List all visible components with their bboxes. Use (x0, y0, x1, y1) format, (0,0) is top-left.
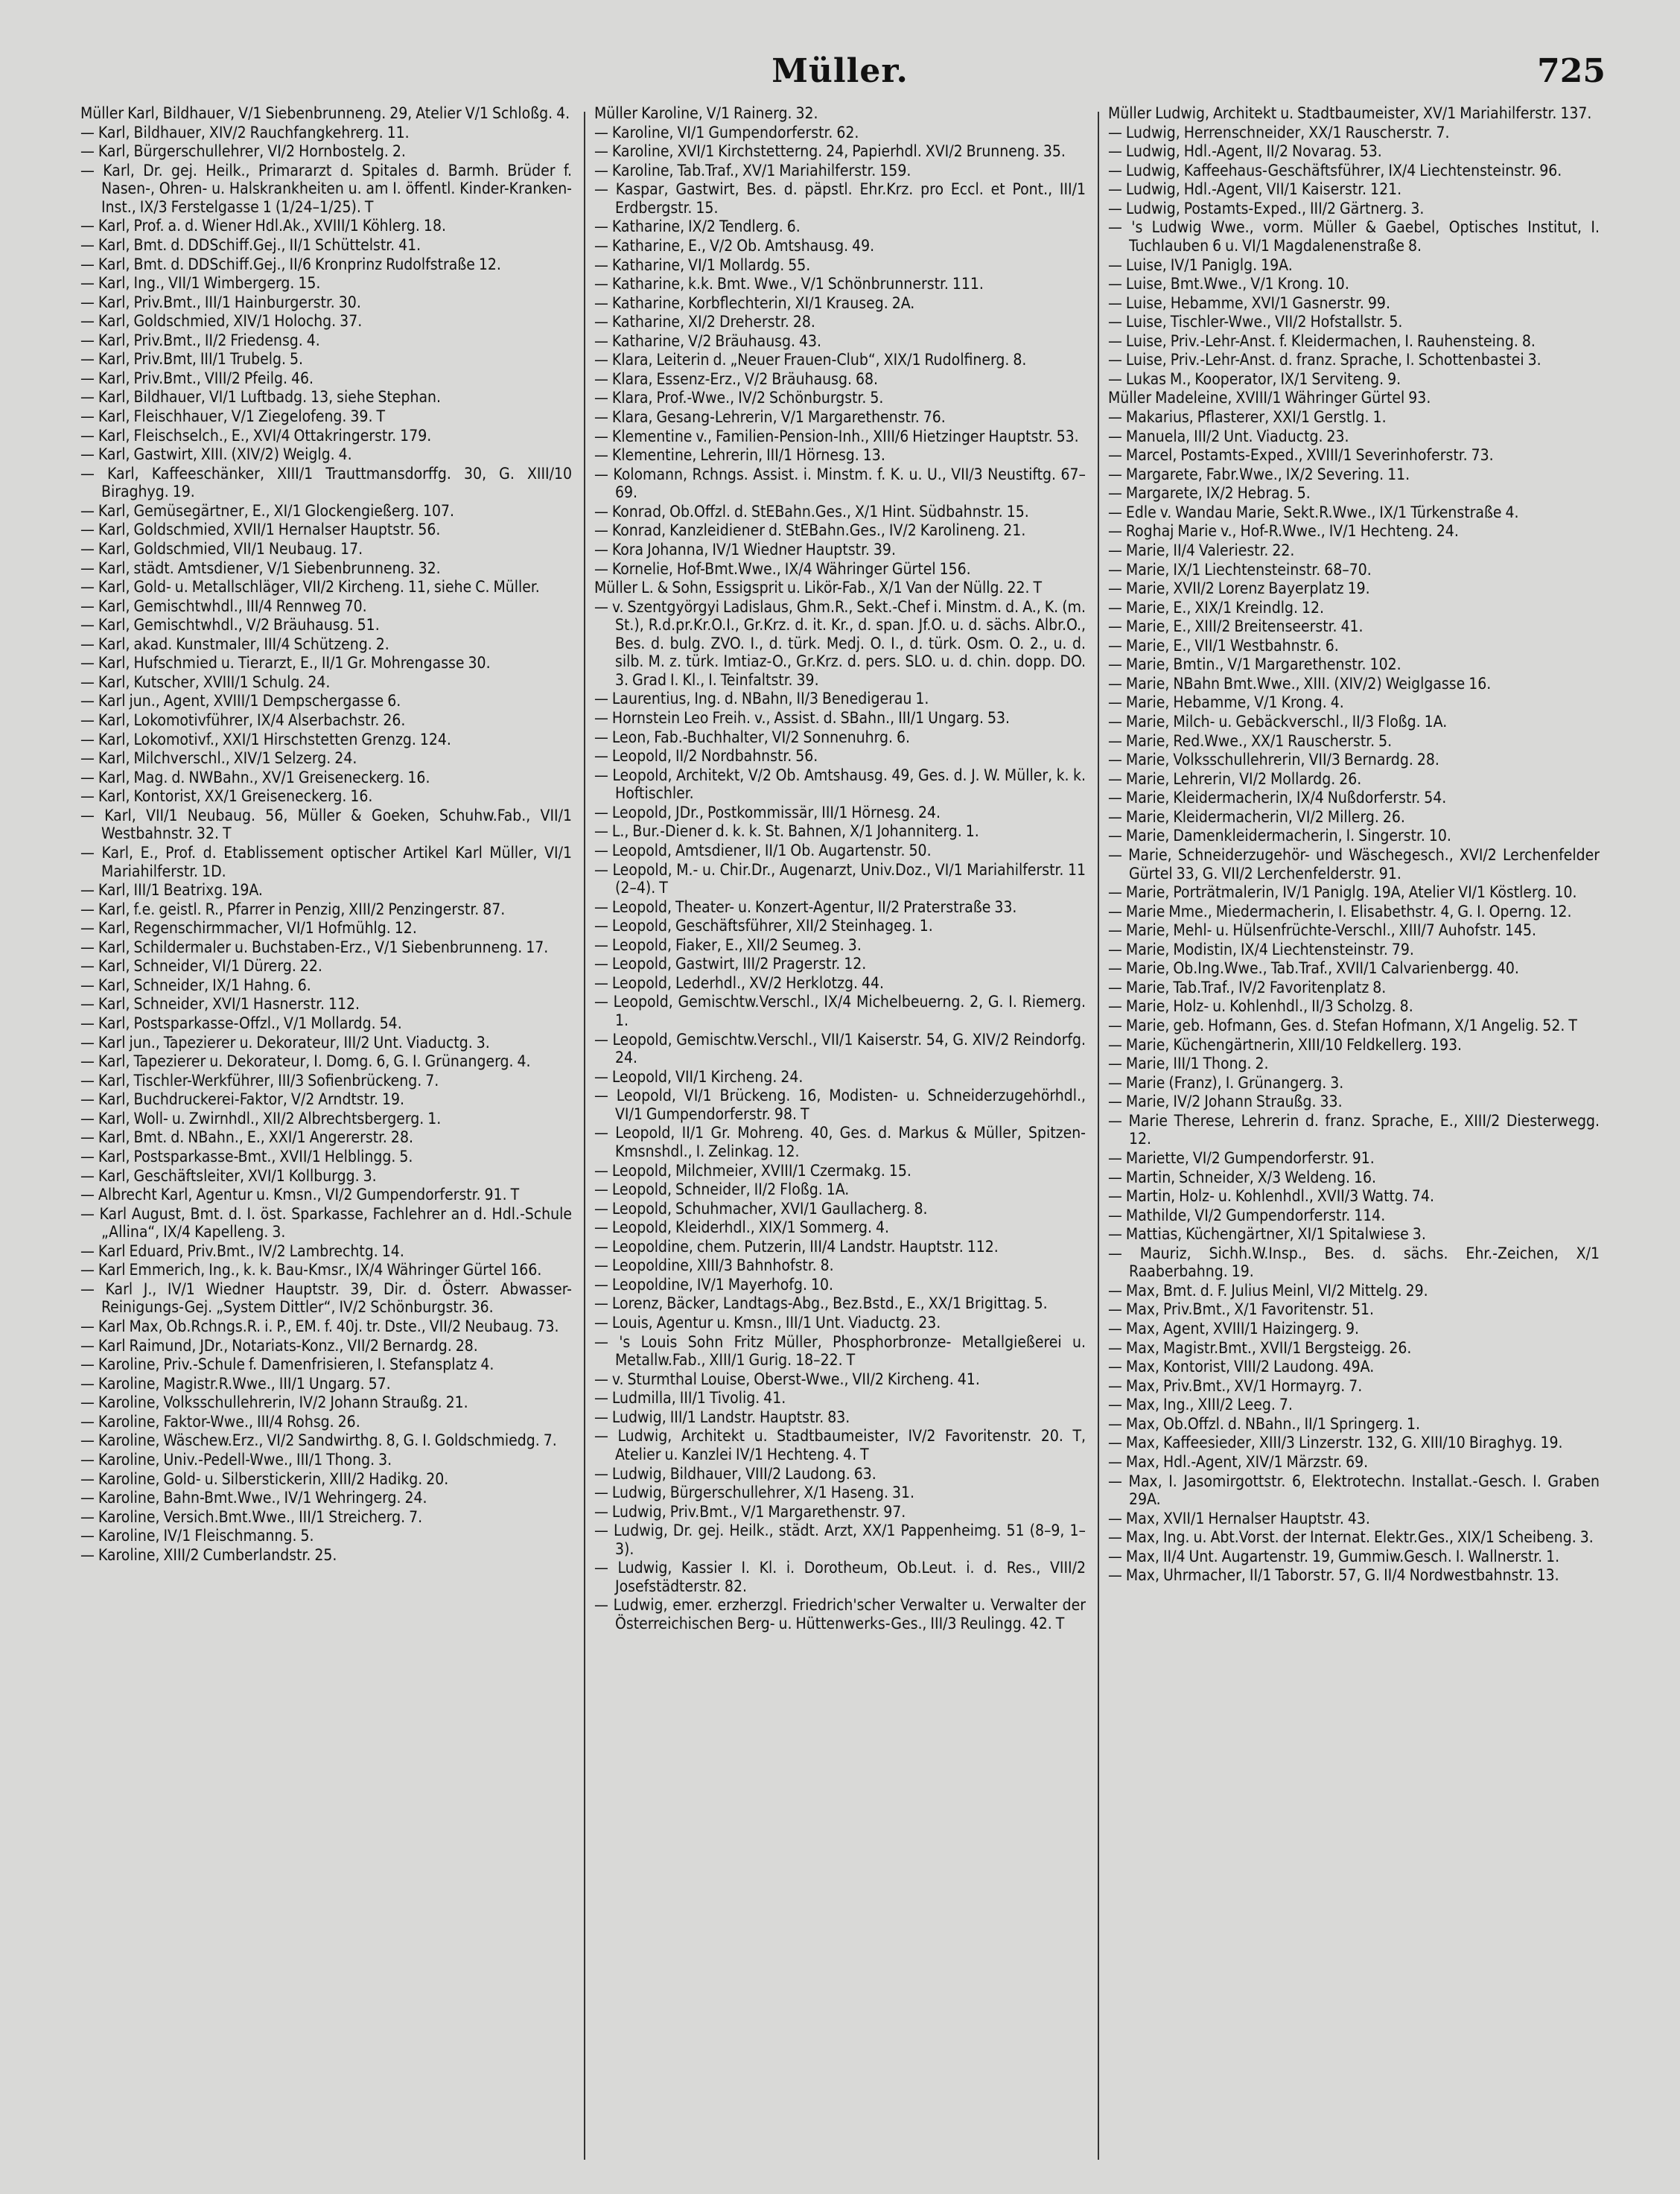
directory-entry: Müller Karl, Bildhauer, V/1 Siebenbrunneng. 29, Atelier V/1 Schloßg. 4. (80, 104, 570, 122)
directory-entry: — Leopold, II/1 Gr. Mohreng. 40, Ges. d. Markus & Müller, Spitzen-Kmsnshdl., I. Zelinkag. 12. (594, 1124, 1086, 1160)
directory-entry: — Leopold, JDr., Postkommissär, III/1 Hörnesg. 24. (594, 803, 941, 821)
page-header (0, 52, 1680, 97)
directory-entry: — Karl, Goldschmied, XIV/1 Holochg. 37. (80, 312, 363, 331)
directory-entry: — Hornstein Leo Freih. v., Assist. d. SBahn., III/1 Ungarg. 53. (594, 709, 1010, 727)
directory-entry: — Leopold, VII/1 Kircheng. 24. (594, 1067, 804, 1086)
directory-entry: — Marie, E., XIX/1 Kreindlg. 12. (1108, 598, 1324, 617)
column-divider (584, 112, 585, 2160)
directory-entry: — Marcel, Postamts-Exped., XVIII/1 Severinhoferstr. 73. (1108, 446, 1494, 465)
directory-entry: — Max, Priv.Bmt., X/1 Favoritenstr. 51. (1108, 1300, 1375, 1319)
directory-entry: — Margarete, Fabr.Wwe., IX/2 Severing. 11. (1108, 465, 1410, 483)
column-divider (1098, 112, 1099, 2160)
directory-entry: — Marie, NBahn Bmt.Wwe., XIII. (XIV/2) Weiglgasse 16. (1108, 674, 1492, 693)
column-1 (80, 104, 572, 2175)
directory-entry: — Karl, Goldschmied, VII/1 Neubaug. 17. (80, 539, 363, 558)
directory-entry: — Margarete, IX/2 Hebrag. 5. (1108, 484, 1311, 503)
directory-entry: — Mauriz, Sichh.W.Insp., Bes. d. sächs. Ehr.-Zeichen, X/1 Raaberbahng. 19. (1108, 1244, 1600, 1281)
directory-entry: — Marie, Porträtmalerin, IV/1 Paniglg. 19A, Atelier VI/1 Köstlerg. 10. (1108, 883, 1577, 902)
directory-entry: — Albrecht Karl, Agentur u. Kmsn., VI/2 Gumpendorferstr. 91. T (80, 1186, 520, 1204)
directory-entry: — Martin, Holz- u. Kohlenhdl., XVII/3 Wattg. 74. (1108, 1187, 1434, 1206)
directory-entry: — Karoline, XIII/2 Cumberlandstr. 25. (80, 1545, 337, 1564)
column-2 (594, 104, 1086, 2175)
directory-entry: — Karl, Priv.Bmt., VIII/2 Pfeilg. 46. (80, 369, 314, 387)
directory-entry: — Leopold, Geschäftsführer, XII/2 Steinhageg. 1. (594, 917, 933, 935)
directory-entry: — Katharine, VI/1 Mollardg. 55. (594, 255, 811, 274)
directory-entry: — Karoline, Magistr.R.Wwe., III/1 Ungarg. 57. (80, 1374, 391, 1393)
directory-entry: — Karoline, IV/1 Fleischmanng. 5. (80, 1527, 314, 1545)
directory-entry: — Karoline, Versich.Bmt.Wwe., III/1 Streicherg. 7. (80, 1507, 423, 1526)
directory-entry: — Max, Ing. u. Abt.Vorst. der Internat. Elektr.Ges., XIX/1 Scheibeng. 3. (1108, 1528, 1594, 1547)
directory-entry: — Kaspar, Gastwirt, Bes. d. päpstl. Ehr.Krz. pro Eccl. et Pont., III/1 Erdbergstr. 15. (594, 180, 1086, 217)
directory-entry: — Marie, Red.Wwe., XX/1 Rauscherstr. 5. (1108, 731, 1393, 750)
directory-entry: — Karl, Priv.Bmt., III/1 Hainburgerstr. 30. (80, 293, 361, 311)
directory-entry: — Lukas M., Kooperator, IX/1 Serviteng. 9. (1108, 369, 1401, 388)
directory-entry: — Marie, Kleidermacherin, IX/4 Nußdorferstr. 54. (1108, 789, 1447, 807)
directory-entry: — Karl, Kontorist, XX/1 Greiseneckerg. 16. (80, 787, 373, 806)
directory-entry: — Ludwig, Bürgerschullehrer, X/1 Haseng. 31. (594, 1484, 915, 1502)
directory-entry: — Marie, Lehrerin, VI/2 Mollardg. 26. (1108, 769, 1362, 788)
directory-entry: — Karl, Dr. gej. Heilk., Primararzt d. Spitales d. Barmh. Brüder f. Nasen-, Ohren- u. Halskrankheiten u. am I. öffentl. Kinder-Kranken-Inst., IX/3 Ferstelgasse 1 (1/24–1/25). T (80, 161, 572, 216)
directory-entry: — Leopold, Schuhmacher, XVI/1 Gaullacherg. 8. (594, 1199, 928, 1218)
directory-entry: — Kolomann, Rchngs. Assist. i. Minstm. f. K. u. U., VII/3 Neustiftg. 67–69. (594, 465, 1086, 502)
directory-entry: — Max, Agent, XVIII/1 Haizingerg. 9. (1108, 1320, 1360, 1338)
page-title: Müller. (771, 52, 909, 90)
directory-entry: — Roghaj Marie v., Hof-R.Wwe., IV/1 Hechteng. 24. (1108, 522, 1459, 541)
directory-entry: — Leopold, VI/1 Brückeng. 16, Modisten- u. Schneiderzugehörhdl., VI/1 Gumpendorferstr. 98. T (594, 1087, 1086, 1123)
directory-entry: — Karl, Gemüsegärtner, E., XI/1 Glockengießerg. 107. (80, 501, 455, 520)
directory-entry: — 's Louis Sohn Fritz Müller, Phosphorbronze- Metallgießerei u. Metallw.Fab., XIII/1 Gurig. 18–22. T (594, 1332, 1086, 1370)
directory-entry: — Karl, Bmt. d. NBahn., E., XXI/1 Angererstr. 28. (80, 1128, 413, 1147)
directory-entry: — Leopold, Gastwirt, III/2 Pragerstr. 12. (594, 955, 867, 973)
directory-entry: — Karl Raimund, JDr., Notariats-Konz., VII/2 Bernardg. 28. (80, 1336, 478, 1355)
directory-entry: — Karl, Bildhauer, VI/1 Luftbadg. 13, siehe Stephan. (80, 388, 442, 407)
directory-entry: — Ludmilla, III/1 Tivolig. 41. (594, 1389, 786, 1408)
directory-entry: — Max, Bmt. d. F. Julius Meinl, VI/2 Mittelg. 29. (1108, 1281, 1428, 1300)
directory-entry: — Katharine, V/2 Bräuhausg. 43. (594, 331, 822, 350)
directory-entry: — Marie, III/1 Thong. 2. (1108, 1055, 1269, 1073)
directory-entry: — Marie, Milch- u. Gebäckverschl., II/3 Floßg. 1A. (1108, 713, 1448, 731)
directory-entry: — Marie, Damenkleidermacherin, I. Singerstr. 10. (1108, 827, 1451, 845)
directory-entry: — Marie, Tab.Traf., IV/2 Favoritenplatz 8. (1108, 978, 1387, 996)
directory-entry: — Karl, Kaffeeschänker, XIII/1 Trauttmansdorffg. 30, G. XIII/10 Biraghyg. 19. (80, 464, 572, 501)
directory-entry: — Max, Kontorist, VIII/2 Laudong. 49A. (1108, 1358, 1375, 1376)
directory-entry: — Marie Therese, Lehrerin d. franz. Sprache, E., XIII/2 Diesterwegg. 12. (1108, 1111, 1600, 1148)
directory-entry: — Max, Kaffeesieder, XIII/3 Linzerstr. 132, G. XIII/10 Biraghyg. 19. (1108, 1434, 1563, 1452)
directory-entry: — Karl, Bürgerschullehrer, VI/2 Hornbostelg. 2. (80, 142, 406, 161)
directory-columns (80, 104, 1600, 2175)
directory-entry: — Leon, Fab.-Buchhalter, VI/2 Sonnenuhrg. 6. (594, 728, 911, 746)
directory-entry: — Karoline, Gold- u. Silberstickerin, XIII/2 Hadikg. 20. (80, 1469, 449, 1488)
directory-entry: Müller Madeleine, XVIII/1 Währinger Gürtel 93. (1108, 389, 1431, 407)
directory-entry: — Karl, Postsparkasse-Offzl., V/1 Mollardg. 54. (80, 1014, 402, 1032)
directory-entry: — Marie, Holz- u. Kohlenhdl., II/3 Scholzg. 8. (1108, 997, 1413, 1016)
directory-entry: — v. Szentgyörgyi Ladislaus, Ghm.R., Sekt.-Chef i. Minstm. d. A., K. (m. St.), R.d.pr.Kr.O.I., Gr.Krz. d. it. Kr., d. span. Jf.O. u. d. sächs. Albr.O., Bes. d. bulg. ZVO. I., d. türk. Medj. O. I., d. türk. Osm. O. 2., u. d. silb. M. z. türk. Imtiaz-O., Gr.Krz. d. pers. SLO. u. d. chin. dopp. DO. 3. Grad I. Kl., I. Teinfaltstr. 39. (594, 597, 1086, 689)
directory-entry: — Karl, Fleischhauer, V/1 Ziegelofeng. 39. T (80, 407, 385, 425)
directory-entry: — Karl, III/1 Beatrixg. 19A. (80, 881, 263, 900)
directory-entry: — Kora Johanna, IV/1 Wiedner Hauptstr. 39. (594, 540, 896, 559)
directory-entry: — Marie, Ob.Ing.Wwe., Tab.Traf., XVII/1 Calvarienbergg. 40. (1108, 959, 1519, 978)
directory-entry: — Leopoldine, XIII/3 Bahnhofstr. 8. (594, 1256, 834, 1275)
directory-entry: — Karl, Milchverschl., XIV/1 Selzerg. 24. (80, 749, 357, 768)
directory-entry: — Marie, II/4 Valeriestr. 22. (1108, 541, 1295, 559)
directory-entry: — Karl, Postsparkasse-Bmt., XVII/1 Helblingg. 5. (80, 1147, 413, 1166)
directory-entry: — Konrad, Kanzleidiener d. StEBahn.Ges., IV/2 Karolineng. 21. (594, 521, 1026, 540)
directory-entry: — Marie, Volksschullehrerin, VII/3 Bernardg. 28. (1108, 751, 1439, 769)
directory-entry: — Karl, Schneider, VI/1 Dürerg. 22. (80, 957, 322, 976)
directory-entry: — Katharine, Korbflechterin, XI/1 Krauseg. 2A. (594, 293, 915, 312)
directory-entry: — Lorenz, Bäcker, Landtags-Abg., Bez.Bstd., E., XX/1 Brigittag. 5. (594, 1294, 1048, 1313)
page-number: 725 (1537, 52, 1606, 90)
directory-entry: Müller Ludwig, Architekt u. Stadtbaumeister, XV/1 Mariahilferstr. 137. (1108, 104, 1592, 122)
directory-entry: — Max, XVII/1 Hernalser Hauptstr. 43. (1108, 1509, 1370, 1527)
directory-entry: — Luise, Hebamme, XVI/1 Gasnerstr. 99. (1108, 293, 1390, 312)
directory-entry: — Karl, Tapezierer u. Dekorateur, I. Domg. 6, G. I. Grünangerg. 4. (80, 1052, 531, 1071)
directory-entry: — Karoline, VI/1 Gumpendorferstr. 62. (594, 123, 859, 142)
directory-entry: — Karl, Buchdruckerei-Faktor, V/2 Arndtstr. 19. (80, 1090, 405, 1109)
directory-entry: — Karl jun., Tapezierer u. Dekorateur, III/2 Unt. Viaductg. 3. (80, 1033, 490, 1052)
directory-entry: — Luise, Priv.-Lehr-Anst. f. Kleidermachen, I. Rauhensteing. 8. (1108, 331, 1536, 350)
directory-entry: — Konrad, Ob.Offzl. d. StEBahn.Ges., X/1 Hint. Südbahnstr. 15. (594, 502, 1029, 521)
directory-entry: — Karl, Mag. d. NWBahn., XV/1 Greiseneckerg. 16. (80, 768, 430, 786)
directory-entry: — Leopold, Milchmeier, XVIII/1 Czermakg. 15. (594, 1161, 911, 1180)
directory-entry: — Ludwig, Bildhauer, VIII/2 Laudong. 63. (594, 1464, 876, 1483)
directory-entry: — Karl, Schneider, XVI/1 Hasnerstr. 112. (80, 995, 360, 1014)
directory-entry: — Karl, Goldschmied, XVII/1 Hernalser Hauptstr. 56. (80, 521, 441, 539)
directory-entry: — Marie, E., XIII/2 Breitenseerstr. 41. (1108, 617, 1364, 636)
directory-entry: — Marie, Kleidermacherin, VI/2 Millerg. 26. (1108, 807, 1405, 826)
directory-entry: — Karl, städt. Amtsdiener, V/1 Siebenbrunneng. 32. (80, 559, 441, 577)
directory-entry: — Karoline, Priv.-Schule f. Damenfrisieren, I. Stefansplatz 4. (80, 1355, 494, 1374)
directory-entry: — Karl, Gemischtwhdl., III/4 Rennweg 70. (80, 597, 367, 615)
directory-entry: — Katharine, k.k. Bmt. Wwe., V/1 Schönbrunnerstr. 111. (594, 275, 984, 293)
directory-entry: — Leopold, II/2 Nordbahnstr. 56. (594, 747, 818, 766)
directory-entry: — Luise, IV/1 Paniglg. 19A. (1108, 255, 1293, 274)
directory-entry: — Edle v. Wandau Marie, Sekt.R.Wwe., IX/1 Türkenstraße 4. (1108, 503, 1519, 521)
directory-entry: — Karl, E., Prof. d. Etablissement optischer Artikel Karl Müller, VI/1 Mariahilferstr. 1D. (80, 843, 572, 880)
directory-entry: — Leopold, Gemischtw.Verschl., IX/4 Michelbeuerng. 2, G. I. Riemerg. 1. (594, 993, 1086, 1029)
directory-entry: — Ludwig, Priv.Bmt., V/1 Margarethenstr. 97. (594, 1502, 906, 1521)
directory-entry: — Max, Hdl.-Agent, XIV/1 Märzstr. 69. (1108, 1452, 1369, 1471)
directory-entry: — Marie, E., VII/1 Westbahnstr. 6. (1108, 636, 1339, 655)
directory-entry: — Ludwig, Hdl.-Agent, II/2 Novarag. 53. (1108, 142, 1382, 161)
directory-entry: — Karoline, XVI/1 Kirchstetterng. 24, Papierhdl. XVI/2 Brunneng. 35. (594, 142, 1066, 161)
directory-entry: — Louis, Agentur u. Kmsn., III/1 Unt. Viaductg. 23. (594, 1314, 941, 1332)
directory-entry: — Marie, IX/1 Liechtensteinstr. 68–70. (1108, 560, 1372, 579)
directory-entry: — Karl J., IV/1 Wiedner Hauptstr. 39, Dir. d. Österr. Abwasser-Reinigungs-Gej. „System Dittler“, IV/2 Schönburgstr. 36. (80, 1279, 572, 1317)
directory-entry: — Karl, Gold- u. Metallschläger, VII/2 Kircheng. 11, siehe C. Müller. (80, 578, 540, 597)
directory-entry: — Ludwig, Kaffeehaus-Geschäftsführer, IX/4 Liechtensteinstr. 96. (1108, 161, 1562, 179)
directory-entry: — Klementine, Lehrerin, III/1 Hörnesg. 13. (594, 446, 885, 465)
directory-entry: — Karl August, Bmt. d. I. öst. Sparkasse, Fachlehrer an d. Hdl.-Schule „Allina“, IX/4 Kapelleng. 3. (80, 1204, 572, 1241)
directory-entry: — Leopold, Theater- u. Konzert-Agentur, II/2 Praterstraße 33. (594, 897, 1017, 916)
directory-entry: — Karl, Tischler-Werkführer, III/3 Sofienbrückeng. 7. (80, 1071, 439, 1090)
directory-entry: — Karl, Woll- u. Zwirnhdl., XII/2 Albrechtsbergerg. 1. (80, 1109, 442, 1128)
directory-entry: — Klara, Gesang-Lehrerin, V/1 Margarethenstr. 76. (594, 408, 946, 426)
directory-entry: — Karoline, Volksschullehrerin, IV/2 Johann Straußg. 21. (80, 1393, 468, 1412)
directory-entry: — Karl, Prof. a. d. Wiener Hdl.Ak., XVIII/1 Köhlerg. 18. (80, 217, 446, 235)
directory-entry: — Laurentius, Ing. d. NBahn, II/3 Benedigerau 1. (594, 690, 929, 708)
directory-entry: — Karl, Hufschmied u. Tierarzt, E., II/1 Gr. Mohrengasse 30. (80, 654, 491, 672)
directory-entry: — Marie, Hebamme, V/1 Krong. 4. (1108, 693, 1344, 712)
directory-entry: — Karoline, Faktor-Wwe., III/4 Rohsg. 26. (80, 1412, 360, 1431)
directory-entry: — Karl Emmerich, Ing., k. k. Bau-Kmsr., IX/4 Währinger Gürtel 166. (80, 1261, 542, 1279)
directory-entry: — Karl jun., Agent, XVIII/1 Dempschergasse 6. (80, 692, 401, 710)
directory-entry: — Karl, Bmt. d. DDSchiff.Gej., II/6 Kronprinz Rudolfstraße 12. (80, 255, 501, 273)
directory-entry: — Max, Uhrmacher, II/1 Taborstr. 57, G. II/4 Nordwestbahnstr. 13. (1108, 1566, 1559, 1585)
directory-entry: — Leopold, Kleiderhdl., XIX/1 Sommerg. 4. (594, 1218, 890, 1237)
directory-entry: — Ludwig, III/1 Landstr. Hauptstr. 83. (594, 1408, 850, 1426)
directory-entry: — Karl Max, Ob.Rchngs.R. i. P., EM. f. 40j. tr. Dste., VII/2 Neubaug. 73. (80, 1317, 559, 1335)
directory-entry: — Ludwig, emer. erzherzgl. Friedrich'scher Verwalter u. Verwalter der Österreichischen Berg- u. Hüttenwerks-Ges., III/3 Reulingg. 42. T (594, 1596, 1086, 1632)
directory-entry: — Leopoldine, IV/1 Mayerhofg. 10. (594, 1275, 834, 1294)
directory-entry: — Leopold, Schneider, II/2 Floßg. 1A. (594, 1180, 850, 1199)
directory-entry: — Karoline, Tab.Traf., XV/1 Mariahilferstr. 159. (594, 161, 911, 179)
directory-entry: — v. Sturmthal Louise, Oberst-Wwe., VII/2 Kircheng. 41. (594, 1370, 980, 1388)
directory-entry: — Karoline, Wäschew.Erz., VI/2 Sandwirthg. 8, G. I. Goldschmiedg. 7. (80, 1431, 557, 1450)
directory-entry: — Mathilde, VI/2 Gumpendorferstr. 114. (1108, 1206, 1386, 1224)
directory-entry: — Max, I. Jasomirgottstr. 6, Elektrotechn. Installat.-Gesch. I. Graben 29A. (1108, 1472, 1600, 1509)
directory-entry: — Karoline, Univ.-Pedell-Wwe., III/1 Thong. 3. (80, 1450, 392, 1469)
directory-entry: — Karl Eduard, Priv.Bmt., IV/2 Lambrechtg. 14. (80, 1241, 404, 1260)
directory-entry: — Karl, Bildhauer, XIV/2 Rauchfangkehrerg. 11. (80, 123, 410, 142)
directory-entry: — Karl, akad. Kunstmaler, III/4 Schützeng. 2. (80, 635, 389, 653)
directory-entry: — Katharine, E., V/2 Ob. Amtshausg. 49. (594, 236, 875, 255)
directory-entry: — Max, Ob.Offzl. d. NBahn., II/1 Springerg. 1. (1108, 1414, 1420, 1433)
directory-entry: — Ludwig, Dr. gej. Heilk., städt. Arzt, XX/1 Pappenheimg. 51 (8–9, 1–3). (594, 1522, 1086, 1558)
directory-entry: — Karl, Priv.Bmt, III/1 Trubelg. 5. (80, 350, 304, 369)
directory-entry: — Kornelie, Hof-Bmt.Wwe., IX/4 Währinger Gürtel 156. (594, 559, 971, 578)
directory-entry: — Marie, Mehl- u. Hülsenfrüchte-Verschl., XIII/7 Auhofstr. 145. (1108, 921, 1536, 940)
directory-entry: — Marie, IV/2 Johann Straußg. 33. (1108, 1093, 1343, 1111)
directory-entry: — Leopold, Gemischtw.Verschl., VII/1 Kaiserstr. 54, G. XIV/2 Reindorfg. 24. (594, 1030, 1086, 1067)
directory-entry: — Max, Magistr.Bmt., XVII/1 Bergsteigg. 26. (1108, 1338, 1412, 1357)
directory-entry: — Katharine, XI/2 Dreherstr. 28. (594, 313, 815, 331)
directory-entry: — Karl, Fleischselch., E., XVI/4 Ottakringerstr. 179. (80, 426, 432, 445)
directory-entry: — Manuela, III/2 Unt. Viaductg. 23. (1108, 427, 1349, 445)
directory-entry: — Marie (Franz), I. Grünangerg. 3. (1108, 1073, 1344, 1092)
directory-entry: — Marie, Modistin, IX/4 Liechtensteinstr. 79. (1108, 940, 1414, 958)
directory-entry: — Leopoldine, chem. Putzerin, III/4 Landstr. Hauptstr. 112. (594, 1237, 999, 1256)
directory-entry: — Klementine v., Familien-Pension-Inh., XIII/6 Hietzinger Hauptstr. 53. (594, 427, 1079, 445)
directory-entry: — Marie, Bmtin., V/1 Margarethenstr. 102. (1108, 655, 1401, 674)
directory-entry: — Max, II/4 Unt. Augartenstr. 19, Gummiw.Gesch. I. Wallnerstr. 1. (1108, 1547, 1560, 1565)
directory-entry: — Mariette, VI/2 Gumpendorferstr. 91. (1108, 1148, 1375, 1167)
directory-entry: — Katharine, IX/2 Tendlerg. 6. (594, 217, 801, 236)
directory-entry: — Leopold, Architekt, V/2 Ob. Amtshausg. 49, Ges. d. J. W. Müller, k. k. Hoftischler. (594, 766, 1086, 803)
directory-entry: — Ludwig, Hdl.-Agent, VII/1 Kaiserstr. 121. (1108, 180, 1402, 199)
directory-entry: — Karl, Gemischtwhdl., V/2 Bräuhausg. 51. (80, 616, 380, 635)
directory-entry: — Max, Ing., XIII/2 Leeg. 7. (1108, 1396, 1293, 1414)
directory-entry: — Luise, Tischler-Wwe., VII/2 Hofstallstr. 5. (1108, 313, 1403, 331)
directory-entry: — Marie, geb. Hofmann, Ges. d. Stefan Hofmann, X/1 Angelig. 52. T (1108, 1017, 1577, 1034)
directory-entry: — Karl, f.e. geistl. R., Pfarrer in Penzig, XIII/2 Penzingerstr. 87. (80, 900, 506, 918)
directory-entry: Müller L. & Sohn, Essigsprit u. Likör-Fab., X/1 Van der Nüllg. 22. T (594, 579, 1043, 597)
directory-entry: — Luise, Priv.-Lehr-Anst. d. franz. Sprache, I. Schottenbastei 3. (1108, 351, 1541, 369)
directory-entry: — Klara, Essenz-Erz., V/2 Bräuhausg. 68. (594, 369, 878, 388)
directory-entry: — Marie, XVII/2 Lorenz Bayerplatz 19. (1108, 579, 1370, 598)
directory-entry: — Karl, Regenschirmmacher, VI/1 Hofmühlg. 12. (80, 919, 417, 938)
directory-entry: — Marie, Küchengärtnerin, XIII/10 Feldkellerg. 193. (1108, 1035, 1463, 1054)
directory-entry: — Klara, Prof.-Wwe., IV/2 Schönburgstr. 5. (594, 389, 884, 407)
directory-entry: — Karl, VII/1 Neubaug. 56, Müller & Goeken, Schuhw.Fab., VII/1 Westbahnstr. 32. T (80, 806, 572, 843)
column-3 (1108, 104, 1600, 2175)
directory-entry: — Leopold, M.- u. Chir.Dr., Augenarzt, Univ.Doz., VI/1 Mariahilferstr. 11 (2–4). T (594, 860, 1086, 897)
directory-entry: — Makarius, Pflasterer, XXI/1 Gerstlg. 1. (1108, 408, 1387, 426)
directory-entry: — Martin, Schneider, X/3 Weldeng. 16. (1108, 1168, 1377, 1186)
directory-entry: — Klara, Leiterin d. „Neuer Frauen-Club“, XIX/1 Rudolfinerg. 8. (594, 351, 1027, 369)
directory-entry: — Ludwig, Architekt u. Stadtbaumeister, IV/2 Favoritenstr. 20. T, Atelier u. Kanzlei IV/1 Hechteng. 4. T (594, 1427, 1086, 1463)
directory-entry: — Karl, Geschäftsleiter, XVI/1 Kollburgg. 3. (80, 1166, 377, 1185)
directory-entry: — Karl, Gastwirt, XIII. (XIV/2) Weiglg. 4. (80, 445, 352, 464)
directory-entry: — Karl, Lokomotivführer, IX/4 Alserbachstr. 26. (80, 711, 406, 729)
directory-entry: — Karl, Lokomotivf., XXI/1 Hirschstetten Grenzg. 124. (80, 730, 451, 748)
directory-entry: — Luise, Bmt.Wwe., V/1 Krong. 10. (1108, 275, 1349, 293)
directory-entry: — Karl, Kutscher, XVIII/1 Schulg. 24. (80, 672, 331, 691)
directory-entry: — Leopold, Lederhdl., XV/2 Herklotzg. 44. (594, 973, 884, 992)
directory-entry: — Leopold, Fiaker, E., XII/2 Seumeg. 3. (594, 935, 862, 954)
directory-entry: — L., Bur.-Diener d. k. k. St. Bahnen, X/1 Johanniterg. 1. (594, 822, 979, 841)
directory-entry: — 's Ludwig Wwe., vorm. Müller & Gaebel, Optisches Institut, I. Tuchlauben 6 u. VI/1 Magdalenenstraße 8. (1108, 218, 1600, 255)
directory-entry: — Karl, Priv.Bmt., II/2 Friedensg. 4. (80, 331, 320, 349)
directory-entry: — Karoline, Bahn-Bmt.Wwe., IV/1 Wehringerg. 24. (80, 1489, 427, 1507)
directory-entry: — Mattias, Küchengärtner, XI/1 Spitalwiese 3. (1108, 1225, 1426, 1244)
directory-entry: — Karl, Bmt. d. DDSchiff.Gej., II/1 Schüttelstr. 41. (80, 235, 421, 254)
directory-entry: — Karl, Schildermaler u. Buchstaben-Erz., V/1 Siebenbrunneng. 17. (80, 938, 549, 956)
directory-entry: — Max, Priv.Bmt., XV/1 Hormayrg. 7. (1108, 1376, 1363, 1395)
directory-entry: — Marie Mme., Miedermacherin, I. Elisabethstr. 4, G. I. Operng. 12. (1108, 902, 1572, 920)
directory-entry: — Karl, Ing., VII/1 Wimbergerg. 15. (80, 274, 321, 293)
directory-entry: — Karl, Schneider, IX/1 Hahng. 6. (80, 976, 311, 994)
directory-entry: — Ludwig, Kassier I. Kl. i. Dorotheum, Ob.Leut. i. d. Res., VIII/2 Josefstädterstr. 82. (594, 1559, 1086, 1595)
directory-entry: — Leopold, Amtsdiener, II/1 Ob. Augartenstr. 50. (594, 841, 932, 859)
directory-entry: Müller Karoline, V/1 Rainerg. 32. (594, 104, 818, 122)
directory-entry: — Marie, Schneiderzugehör- und Wäschegesch., XVI/2 Lerchenfelder Gürtel 33, G. VII/2 Lerchenfelderstr. 91. (1108, 845, 1600, 883)
directory-entry: — Ludwig, Postamts-Exped., III/2 Gärtnerg. 3. (1108, 199, 1425, 217)
directory-entry: — Ludwig, Herrenschneider, XX/1 Rauscherstr. 7. (1108, 123, 1450, 142)
